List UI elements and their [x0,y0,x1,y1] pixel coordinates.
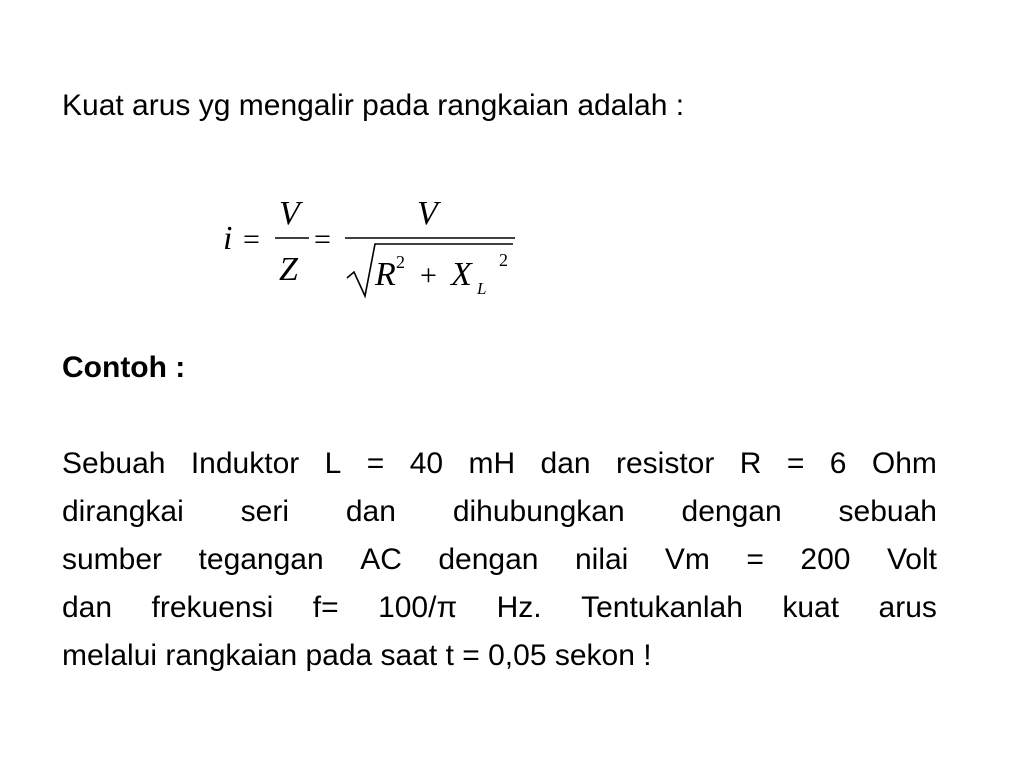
problem-word: arus [878,591,937,624]
example-heading: Contoh : [62,351,186,384]
problem-word: dan [62,591,113,624]
radicand-x: X [451,256,472,293]
problem-word: sebuah [838,495,937,528]
radicand-r: R [375,256,396,293]
exponent-r: 2 [396,252,405,272]
problem-word: resistor [616,447,715,480]
formula-graphic [215,186,525,304]
problem-word: kuat [782,591,840,624]
formula-equals-1: = [243,223,260,256]
problem-word: 6 [829,447,847,480]
exponent-x: 2 [499,250,508,270]
problem-word: 40 [409,447,444,480]
formula-numerator-2: V [417,195,438,232]
formula-numerator-1: V [279,195,300,232]
problem-word: L [324,447,342,480]
problem-word: R [739,447,762,480]
problem-word: = [786,447,805,480]
problem-word: dan [345,495,396,528]
problem-word: AC [360,543,402,576]
subscript-l: L [477,279,487,298]
problem-word: 200 [800,543,851,576]
problem-word: nilai [574,543,629,576]
formula-plus: + [420,259,437,292]
problem-line-4 [62,584,937,632]
problem-word: Ohm [871,447,937,480]
problem-word: = [366,447,385,480]
problem-word: Sebuah [62,447,166,480]
formula-denominator-1: Z [279,251,298,288]
problem-word: f= [312,591,339,624]
problem-line-3 [62,536,937,584]
problem-word: mH [468,447,516,480]
problem-word: Volt [886,543,937,576]
problem-word: dirangkai [62,495,184,528]
problem-word: dan [540,447,591,480]
problem-line-2 [62,488,937,536]
current-formula [215,186,525,304]
problem-word: Tentukanlah [581,591,743,624]
problem-word: = [746,543,764,576]
intro-text: Kuat arus yg mengalir pada rangkaian adalah : [62,89,685,122]
problem-word: Hz. [496,591,542,624]
problem-word: seri [240,495,289,528]
problem-line-1 [62,440,937,488]
problem-word: Induktor [190,447,300,480]
problem-text [62,440,937,680]
problem-word: dihubungkan [452,495,625,528]
problem-line-5: melalui rangkaian pada saat t = 0,05 sekon ! [62,639,652,672]
problem-word: frekuensi [151,591,274,624]
problem-word: Vm [664,543,710,576]
problem-word: sumber [62,543,163,576]
problem-word: dengan [681,495,782,528]
formula-lhs: i [223,220,233,257]
problem-word: dengan [438,543,539,576]
problem-word: 100/π [378,591,458,624]
formula-equals-2: = [314,223,331,256]
problem-word: tegangan [198,543,324,576]
